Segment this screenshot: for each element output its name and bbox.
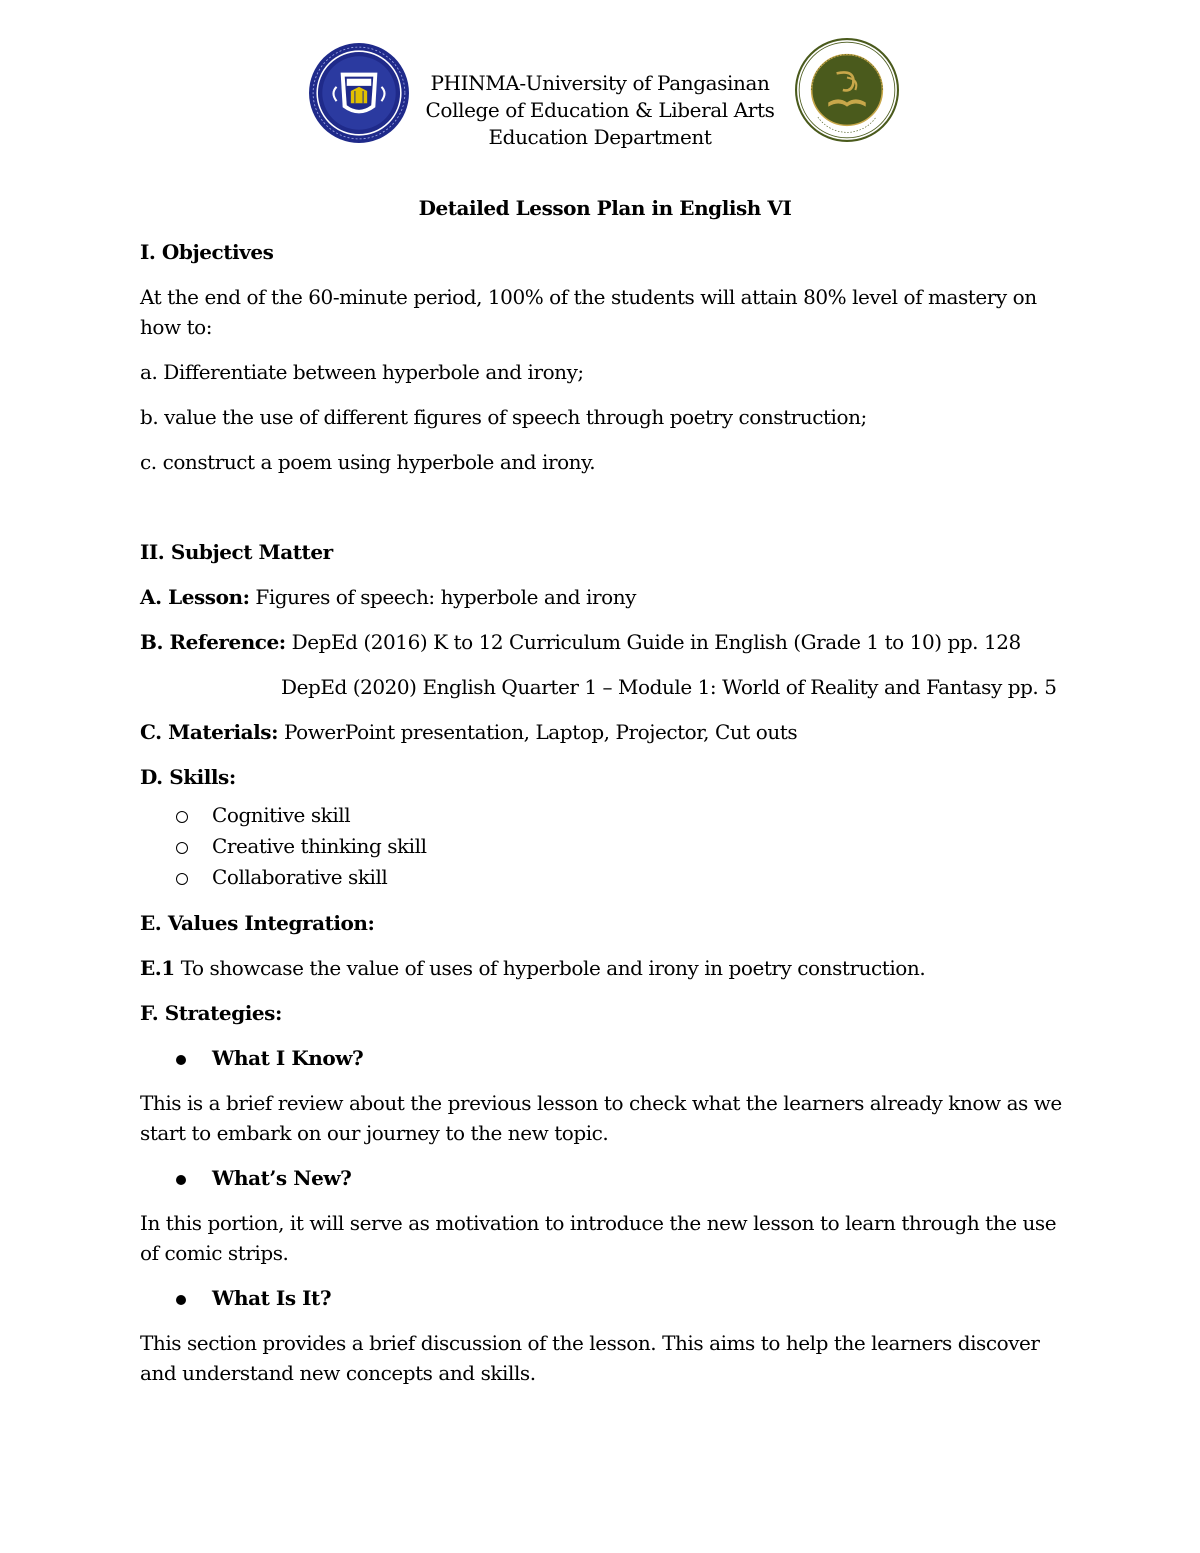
college-seal-logo [308,42,410,144]
list-item [140,862,1070,893]
strategy-heading [140,1283,1070,1313]
lesson-label: A. Lesson: [140,585,250,609]
values-sub-label: E.1 [140,956,175,980]
university-seal-logo [795,38,899,142]
list-item [140,831,1070,862]
strategy-heading [140,1163,1070,1193]
bullet-icon [140,1043,212,1073]
strategies-label: F. Strategies: [140,1001,282,1025]
objective-item: c. construct a poem using hyperbole and irony. [140,450,596,474]
reference-label: B. Reference: [140,630,286,654]
lesson-text: Figures of speech: hyperbole and irony [249,585,636,609]
values-label: E. Values Integration: [140,911,375,935]
document-title: Detailed Lesson Plan in English VI [418,196,792,220]
institution-header [400,70,800,151]
circle-bullet-icon [140,831,212,862]
college-name: College of Education & Liberal Arts [425,98,775,122]
bullet-icon [140,1283,212,1313]
reference-text-1: DepEd (2016) K to 12 Curriculum Guide in English (Grade 1 to 10) pp. 128 [285,630,1021,654]
skill-text: Collaborative skill [212,865,388,889]
university-name: PHINMA-University of Pangasinan [430,71,770,95]
strategy-heading [140,1043,1070,1073]
objective-item: b. value the use of different figures of speech through poetry construction; [140,405,867,429]
bullet-icon [140,1163,212,1193]
strategy-text: This is a brief review about the previous lesson to check what the learners already know as we start to embark on our journey to the new topic. [140,1091,1062,1145]
materials-text: PowerPoint presentation, Laptop, Projector, Cut outs [278,720,798,744]
list-item [140,800,1070,831]
values-line [140,953,1070,983]
reference-text-2: DepEd (2020) English Quarter 1 – Module 1: World of Reality and Fantasy pp. 5 [281,675,1057,699]
strategy-text: This section provides a brief discussion of the lesson. This aims to help the learners discover and understand new concepts and skills. [140,1331,1040,1385]
values-sub-text: To showcase the value of uses of hyperbole and irony in poetry construction. [174,956,926,980]
objective-item: a. Differentiate between hyperbole and irony; [140,360,584,384]
materials-line [140,717,1070,747]
skills-label: D. Skills: [140,765,236,789]
materials-label: C. Materials: [140,720,279,744]
circle-bullet-icon [140,862,212,893]
skill-text: Cognitive skill [212,803,351,827]
subject-matter-heading: II. Subject Matter [140,540,333,564]
reference-line [140,627,1070,657]
circle-bullet-icon [140,800,212,831]
department-name: Education Department [488,125,712,149]
strategy-text: In this portion, it will serve as motivation to introduce the new lesson to learn through the use of comic strips. [140,1211,1057,1265]
objectives-heading: I. Objectives [140,240,274,264]
objectives-intro: At the end of the 60-minute period, 100% of the students will attain 80% level of mastery on how to: [140,285,1037,339]
strategy-title: What Is It? [212,1286,332,1310]
skill-text: Creative thinking skill [212,834,427,858]
strategy-title: What’s New? [212,1166,352,1190]
strategy-title: What I Know? [212,1046,364,1070]
lesson-plan-body [140,193,1070,1403]
skills-list [140,800,1070,893]
lesson-line [140,582,1070,612]
